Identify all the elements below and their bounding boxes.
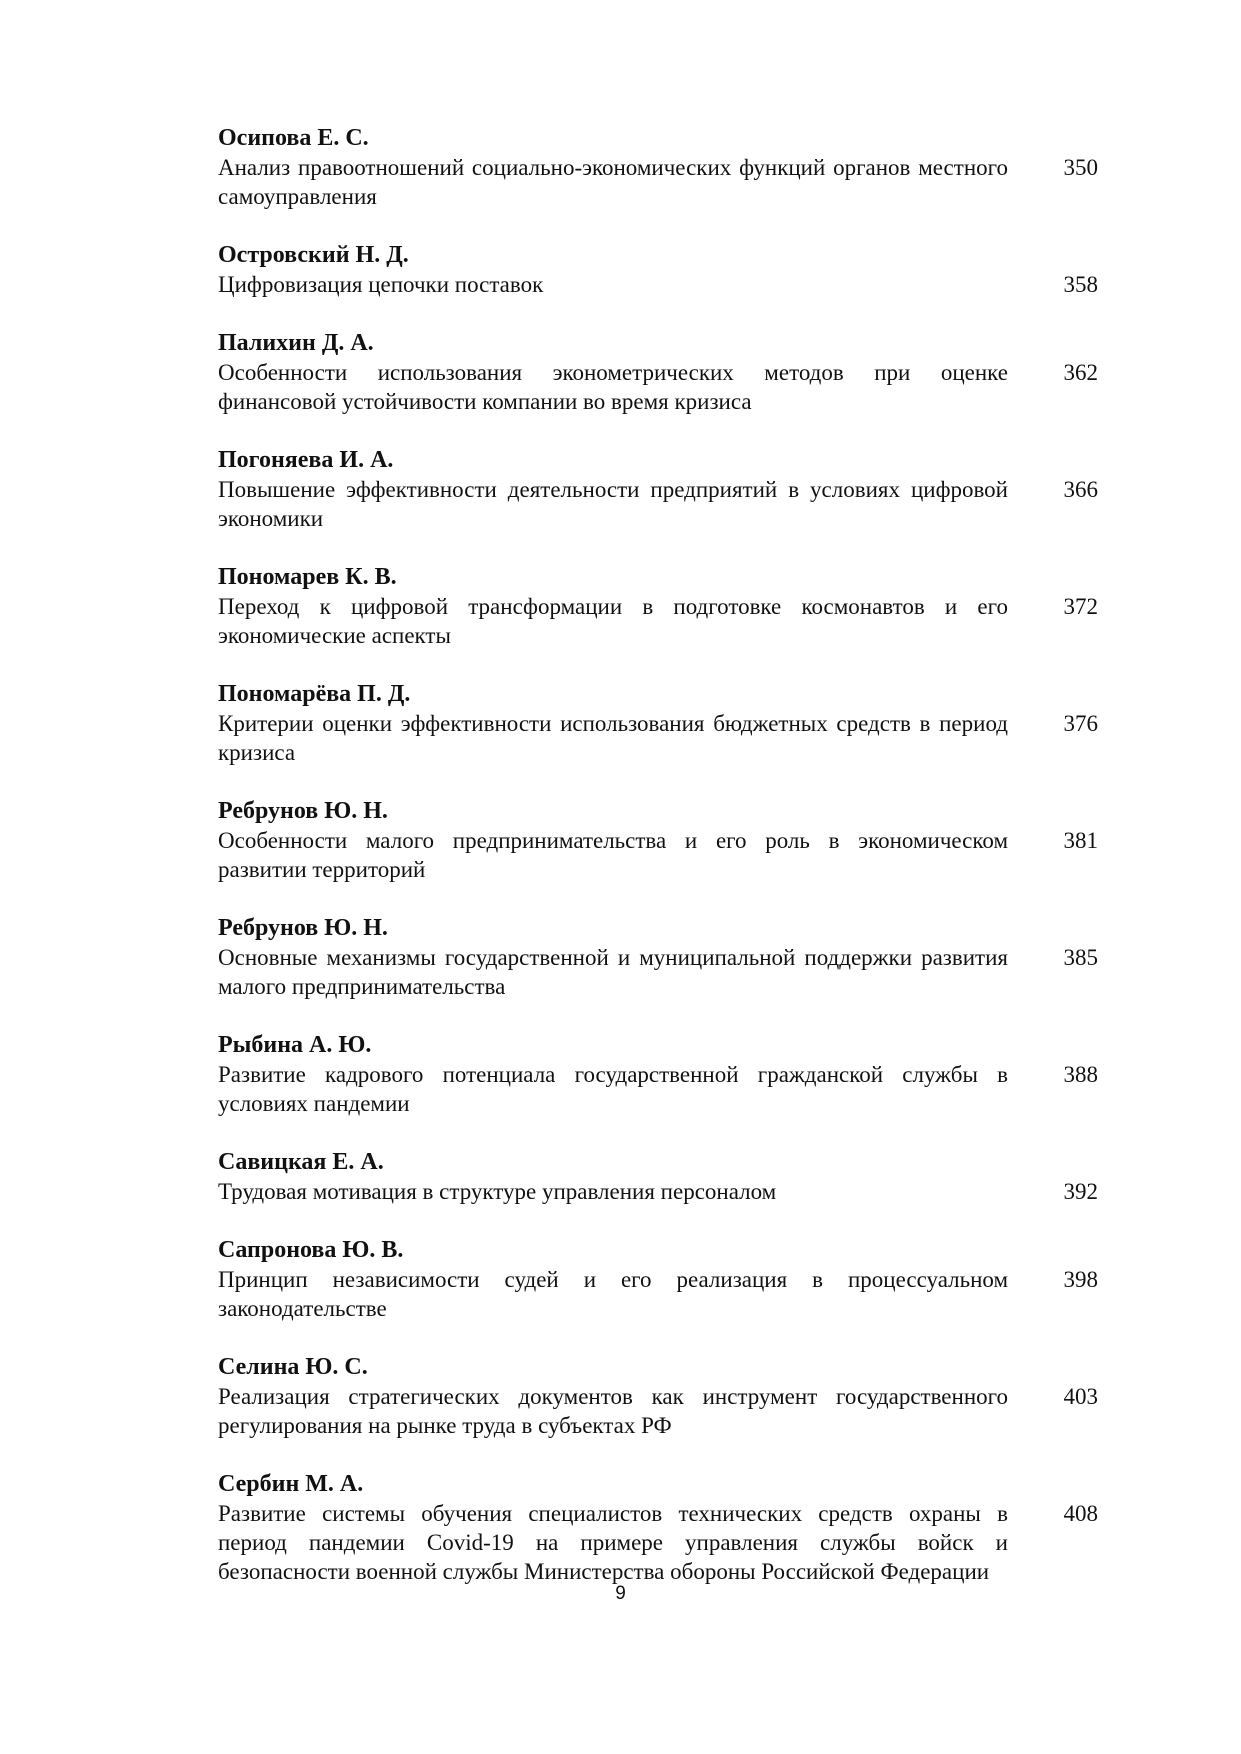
toc-entry: [218, 1031, 1098, 1118]
entry-author: Пономарёва П. Д.: [218, 681, 411, 707]
entry-page-number: 385: [1063, 945, 1098, 970]
entry-page-number: 388: [1063, 1062, 1098, 1087]
entry-title: Анализ правоотношений социально-экономических функций органов местного самоуправления: [218, 155, 1008, 209]
entry-page-number: 372: [1063, 594, 1098, 619]
entry-title: Особенности малого предпринимательства и его роль в экономическом развитии территорий: [218, 828, 1008, 882]
entry-title: Переход к цифровой трансформации в подготовке космонавтов и его экономические аспекты: [218, 594, 1008, 648]
entry-row: [218, 1060, 1098, 1118]
entry-author: Ребрунов Ю. Н.: [218, 915, 388, 941]
entry-row: [218, 1177, 1098, 1206]
entry-author: Островский Н. Д.: [218, 242, 409, 268]
toc-entry: [218, 914, 1098, 1001]
entry-title: Реализация стратегических документов как инструмент государственного регулирования на рынке труда в субъектах РФ: [218, 1384, 1008, 1438]
toc-entry: [218, 329, 1098, 416]
entry-page-number: 350: [1063, 155, 1098, 180]
entry-title: Особенности использования эконометрических методов при оценке финансовой устойчивости компании во время кризиса: [218, 360, 1008, 414]
entry-row: [218, 943, 1098, 1001]
entry-page-number: 358: [1063, 272, 1098, 297]
toc-entry: [218, 563, 1098, 650]
toc-entry: [218, 446, 1098, 533]
entry-row: [218, 592, 1098, 650]
toc-entry: [218, 124, 1098, 211]
toc-entry: [218, 1470, 1098, 1586]
entry-row: [218, 1382, 1098, 1440]
toc-entry: [218, 1353, 1098, 1440]
entry-page-number: 403: [1063, 1384, 1098, 1409]
toc-entry: [218, 241, 1098, 299]
entry-row: [218, 826, 1098, 884]
entry-title: Критерии оценки эффективности использования бюджетных средств в период кризиса: [218, 711, 1008, 765]
entry-page-number: 381: [1063, 828, 1098, 853]
entry-page-number: 362: [1063, 360, 1098, 385]
entry-page-number: 398: [1063, 1267, 1098, 1292]
entry-author: Осипова Е. С.: [218, 125, 369, 151]
entry-title: Развитие кадрового потенциала государственной гражданской службы в условиях пандемии: [218, 1062, 1008, 1116]
toc-entry: [218, 1236, 1098, 1323]
entry-author: Погоняева И. А.: [218, 447, 394, 473]
entry-row: [218, 475, 1098, 533]
entry-author: Палихин Д. А.: [218, 330, 374, 356]
entry-title: Основные механизмы государственной и муниципальной поддержки развития малого предпринимательства: [218, 945, 1008, 999]
entry-row: [218, 709, 1098, 767]
entry-row: [218, 270, 1098, 299]
entry-row: [218, 358, 1098, 416]
entry-author: Сапронова Ю. В.: [218, 1237, 404, 1263]
entry-author: Рыбина А. Ю.: [218, 1032, 372, 1058]
entry-title: Трудовая мотивация в структуре управления персоналом: [218, 1179, 777, 1204]
table-of-contents: [218, 124, 1098, 1616]
entry-author: Ребрунов Ю. Н.: [218, 798, 388, 824]
entry-author: Савицкая Е. А.: [218, 1149, 384, 1175]
toc-entry: [218, 1148, 1098, 1206]
entry-page-number: 366: [1063, 477, 1098, 502]
entry-page-number: 376: [1063, 711, 1098, 736]
page-number: 9: [615, 1583, 626, 1604]
entry-title: Принцип независимости судей и его реализация в процессуальном законодательстве: [218, 1267, 1008, 1321]
toc-entry: [218, 797, 1098, 884]
entry-title: Повышение эффективности деятельности предприятий в условиях цифровой экономики: [218, 477, 1008, 531]
entry-page-number: 408: [1063, 1501, 1098, 1526]
entry-title: Цифровизация цепочки поставок: [218, 272, 544, 297]
entry-title: Развитие системы обучения специалистов технических средств охраны в период пандемии Covid-19 на примере управления службы войск и безопасности военной службы Министерства обороны Российской Федерации: [218, 1501, 1008, 1584]
entry-row: [218, 1265, 1098, 1323]
entry-page-number: 392: [1063, 1179, 1098, 1204]
entry-author: Пономарев К. В.: [218, 564, 397, 590]
entry-author: Селина Ю. С.: [218, 1354, 368, 1380]
entry-author: Сербин М. А.: [218, 1471, 364, 1497]
toc-entry: [218, 680, 1098, 767]
entry-row: [218, 153, 1098, 211]
entry-row: [218, 1499, 1098, 1586]
